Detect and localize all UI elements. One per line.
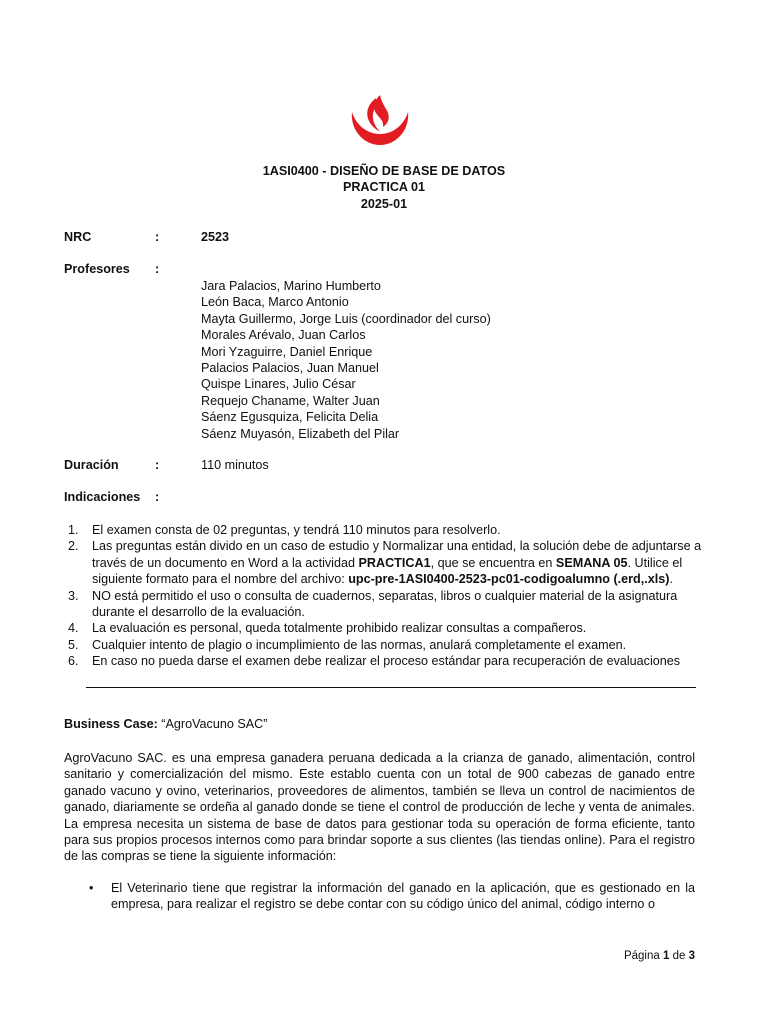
indication-number: 6.	[68, 654, 79, 669]
page-footer	[624, 950, 695, 962]
indication-number: 4.	[68, 621, 79, 636]
duration-colon: :	[155, 458, 160, 472]
professor-item: Mayta Guillermo, Jorge Luis (coordinador del curso)	[201, 311, 491, 326]
section-divider	[86, 687, 696, 688]
professor-item: Sáenz Egusquiza, Felicita Delia	[201, 410, 379, 425]
exam-title: PRACTICA 01	[342, 180, 426, 194]
bullet-text: El Veterinario tiene que registrar la información del ganado en la aplicación, que es gestionado en la empresa, para realizar el registro se debe contar con su código único del animal, código interno o	[111, 881, 695, 912]
professor-item: Mori Yzaguirre, Daniel Enrique	[201, 344, 373, 359]
duration-label: Duración	[64, 458, 119, 472]
professor-item: León Baca, Marco Antonio	[201, 295, 349, 310]
indication-item	[64, 522, 704, 538]
professor-item: Quispe Linares, Julio César	[201, 377, 356, 392]
indication-text: Cualquier intento de plagio o incumplimiento de las normas, anulará completamente el examen.	[92, 637, 627, 652]
business-case-name: “AgroVacuno SAC”	[157, 717, 268, 731]
indication-text: NO está permitido el uso o consulta de cuadernos, separatas, libros o cualquier material de la asignatura durante el desarrollo de la evaluación.	[92, 588, 678, 620]
indication-item	[64, 538, 704, 587]
professors-label: Profesores	[64, 262, 130, 276]
indication-number: 1.	[68, 523, 79, 537]
indication-number: 3.	[68, 588, 79, 603]
page-word: Página	[623, 950, 660, 962]
professors-list	[201, 278, 491, 442]
indication-item	[64, 620, 704, 636]
page-number: 1	[662, 950, 670, 962]
indication-item	[64, 653, 704, 669]
indication-number: 5.	[68, 637, 79, 652]
nrc-value: 2523	[201, 230, 230, 244]
business-case-paragraph: AgroVacuno SAC. es una empresa ganadera peruana dedicada a la crianza de ganado, alimentación, control sanitario y comercialización del mismo. Este establo cuenta con un total de 900 cabezas de ganado entre ganado vacuno y ovino, veterinarios, proveedores de alimentos, también se lleva un control de nacimientos de ganado, diariamente se ordeña al ganado donde se tiene el control de producción de leche y venta de animales. La empresa necesita un sistema de base de datos para gestionar toda su operación de forma eficiente, tanto para sus propios procesos internos como para brindar soporte a sus clientes (las tiendas online). Para el registro de las compras se tiene la siguiente información:	[64, 751, 695, 864]
of-word: de	[672, 950, 686, 962]
page-total: 3	[688, 950, 695, 962]
indication-text: En caso no pueda darse el examen debe realizar el proceso estándar para recuperación de evaluaciones	[92, 654, 681, 669]
indications-colon: :	[155, 490, 160, 504]
term-title: 2025-01	[360, 197, 408, 211]
nrc-colon: :	[155, 230, 160, 244]
indications-label: Indicaciones	[64, 490, 141, 504]
duration-value: 110 minutos	[201, 458, 269, 472]
business-case-title	[64, 717, 267, 731]
course-title: 1ASI0400 - DISEÑO DE BASE DE DATOS	[262, 164, 506, 178]
indication-item	[64, 637, 704, 653]
professor-item: Sáenz Muyasón, Elizabeth del Pilar	[201, 426, 400, 441]
university-logo-icon	[346, 92, 414, 148]
indication-text: .	[669, 572, 673, 587]
indication-text: El examen consta de 02 preguntas, y tendrá 110 minutos para resolverlo.	[92, 523, 501, 537]
indication-item	[64, 588, 704, 621]
business-case-label: Business Case:	[64, 717, 158, 731]
list-item	[64, 880, 695, 913]
professor-item: Palacios Palacios, Juan Manuel	[201, 361, 379, 376]
professor-item: Requejo Chaname, Walter Juan	[201, 393, 380, 408]
week-name: SEMANA 05	[555, 555, 628, 570]
indication-text: La evaluación es personal, queda totalmente prohibido realizar consultas a compañeros.	[92, 621, 587, 636]
filename-format: upc-pre-1ASI0400-2523-pc01-codigoalumno (.erd,.xls)	[348, 572, 670, 587]
indication-text: . Utilice el siguiente formato para el nombre del archivo:	[92, 555, 683, 587]
indication-text: , que se encuentra en	[430, 555, 556, 570]
activity-name: PRACTICA1	[358, 555, 431, 570]
bullet-icon: •	[89, 881, 94, 895]
indication-number: 2.	[68, 539, 79, 554]
indications-list	[64, 522, 704, 670]
indication-text: Las preguntas están divido en un caso de estudio y Normalizar una entidad, la solución debe de adjuntarse a través de un documento en Word a la actividad	[92, 539, 702, 570]
professors-colon: :	[155, 262, 160, 276]
nrc-label: NRC	[64, 230, 92, 244]
requirements-list	[64, 880, 695, 913]
professor-item: Jara Palacios, Marino Humberto	[201, 279, 381, 293]
professor-item: Morales Arévalo, Juan Carlos	[201, 328, 366, 343]
